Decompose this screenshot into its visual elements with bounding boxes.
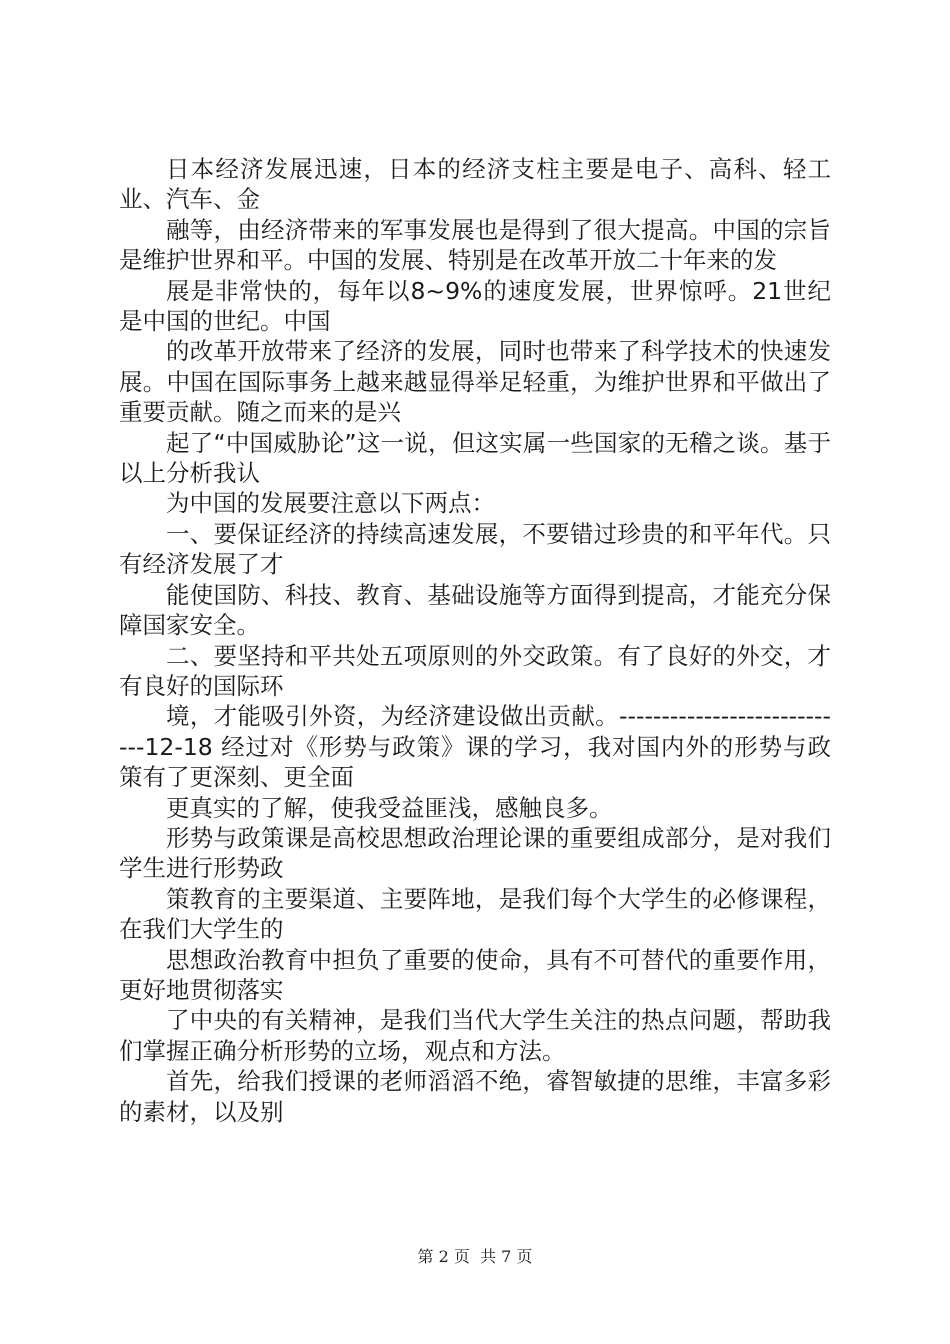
paragraph: 起了“中国威胁论”这一说，但这实属一些国家的无稽之谈。基于以上分析我认 (119, 428, 831, 488)
page-number-label: 第 2 页 共 7 页 (417, 1247, 533, 1266)
paragraph: 能使国防、科技、教育、基础设施等方面得到提高，才能充分保障国家安全。 (119, 580, 831, 640)
paragraph: 为中国的发展要注意以下两点： (166, 489, 495, 518)
paragraph: 思想政治教育中担负了重要的使命，具有不可替代的重要作用，更好地贯彻落实 (119, 945, 831, 1004)
paragraph: 二、要坚持和平共处五项原则的外交政策。有了良好的外交，才有良好的国际环 (119, 641, 831, 700)
document-body (119, 154, 831, 1127)
paragraph: 首先，给我们授课的老师滔滔不绝，睿智敏捷的思维，丰富多彩的素材，以及别 (119, 1067, 831, 1126)
paragraph: 展是非常快的，每年以8~9%的速度发展，世界惊呼。21世纪是中国的世纪。中国 (119, 276, 831, 336)
paragraph: 的改革开放带来了经济的发展，同时也带来了科学技术的快速发展。中国在国际事务上越来越显得举足轻重，为维护世界和平做出了重要贡献。随之而来的是兴 (119, 337, 831, 427)
paragraph: 策教育的主要渠道、主要阵地，是我们每个大学生的必修课程，在我们大学生的 (119, 884, 831, 944)
page-footer (0, 1244, 950, 1267)
paragraph: 形势与政策课是高校思想政治理论课的重要组成部分，是对我们学生进行形势政 (119, 823, 831, 883)
paragraph: 一、要保证经济的持续高速发展，不要错过珍贵的和平年代。只有经济发展了才 (119, 519, 831, 579)
paragraph: 日本经济发展迅速，日本的经济支柱主要是电子、高科、轻工业、汽车、金 (119, 155, 831, 214)
paragraph: 了中央的有关精神，是我们当代大学生关注的热点问题，帮助我们掌握正确分析形势的立场，观点和方法。 (119, 1006, 831, 1065)
paragraph: 融等，由经济带来的军事发展也是得到了很大提高。中国的宗旨是维护世界和平。中国的发展、特别是在改革开放二十年来的发 (119, 215, 831, 275)
paragraph: 更真实的了解，使我受益匪浅，感触良多。 (166, 793, 613, 822)
paragraph: 境，才能吸引外资，为经济建设做出贡献。----------------------------12-18 经过对《形势与政策》课的学习，我对国内外的形势与政策有了更深刻、更全面 (119, 702, 831, 792)
